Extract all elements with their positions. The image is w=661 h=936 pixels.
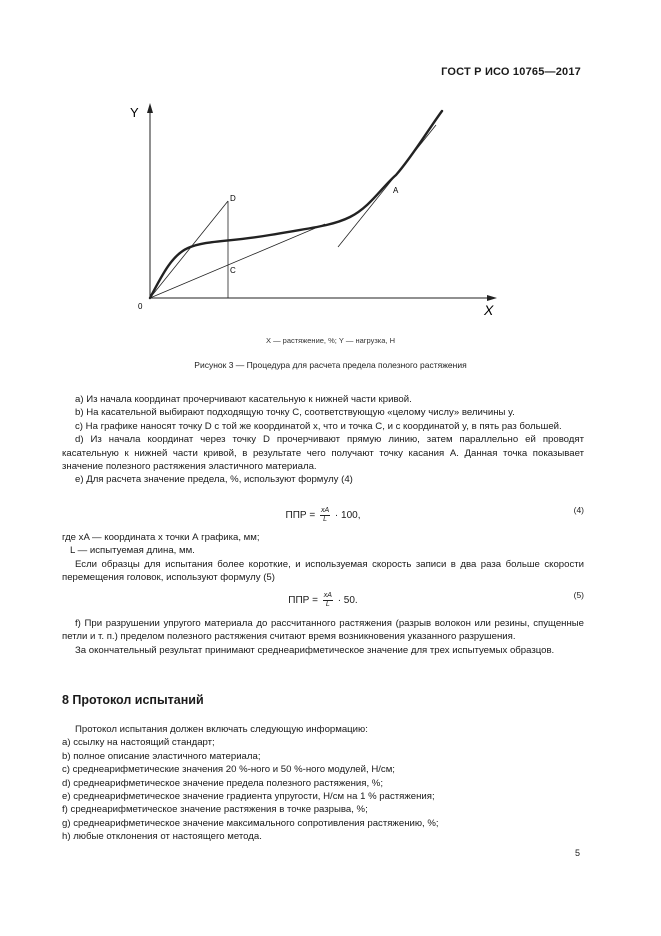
y-axis-label: Y [130,105,139,120]
section-title: 8 Протокол испытаний [62,693,204,707]
tangent-line-oc [150,224,325,298]
closing-paragraphs [62,617,584,657]
protocol-item: h) любые отклонения от настоящего метода. [62,831,262,843]
formula-4-fraction [320,507,330,524]
protocol-list [62,723,584,844]
protocol-item: b) полное описание эластичного материала; [62,750,261,762]
x-axis-label: X [484,302,494,318]
protocol-item: d) среднеарифметическое значение предела полезного растяжения, %; [62,777,383,789]
step-b: b) На касательной выбирают подходящую точку С, соответствующую «целому числу» величины y. [75,407,515,419]
document-header: ГОСТ Р ИСО 10765—2017 [441,66,581,78]
formula-5-rhs: · 50. [337,595,358,607]
line-od [150,201,228,298]
formula-4-denominator: L [323,516,327,523]
x-axis-arrow [487,295,497,301]
final-result-paragraph: За окончательный результат принимают среднеарифметическое значение для трех испытуемых образцов. [75,644,555,656]
tangent-line-a [338,125,436,247]
formula-5-fraction [323,592,333,609]
formula-4-numerator: xA [320,507,330,514]
figure-caption: Рисунок 3 — Процедура для расчета предела полезного растяжения [194,360,467,370]
formula-4 [62,503,584,527]
step-d: d) Из начала координат через точку D прочерчивают прямую линию, затем параллельно ей проводят касательную к нижней части кривой, в результате чего получают точку касания А. Данная точка показывает значение полезного растяжения эластичного материала. [62,434,584,473]
protocol-item: с) среднеарифметические значения 20 %-ного и 50 %-ного модулей, Н/см; [62,764,395,776]
formula-4-body [62,507,584,524]
step-c: с) На графике наносят точку D с той же координатой x, что и точка С, и с координатой y, в пять раз большей. [75,420,562,432]
protocol-item: а) ссылку на настоящий стандарт; [62,737,215,749]
formula-5-numerator: xA [323,592,332,599]
where-line-2: L — испытуемая длина, мм. [70,545,195,557]
formula-4-lhs: ППР = [285,510,316,522]
page-number: 5 [575,848,581,858]
y-axis-arrow [147,103,153,113]
protocol-item: е) среднеарифметическое значение градиента упругости, Н/см на 1 % растяжения; [62,791,435,803]
formula-5-denominator: L [325,601,330,608]
formula-4-number: (4) [573,505,584,515]
protocol-intro: Протокол испытания должен включать следующую информацию: [75,724,368,735]
load-curve [150,111,442,298]
procedure-steps [62,393,584,487]
origin-label: 0 [138,302,143,311]
where-line-1: где xA — координата x точки А графика, мм; [62,532,260,543]
figure-3-graph [120,95,520,330]
where-block [62,531,584,585]
protocol-item: g) среднеарифметическое значение максимального сопротивления растяжению, %; [62,817,439,829]
figure-legend: X — растяжение, %; Y — нагрузка, Н [265,336,395,345]
figure-svg [120,95,520,330]
formula-5 [62,588,584,612]
point-d-label: D [230,194,236,203]
formula-5-number: (5) [573,590,584,600]
step-f: f) При разрушении упругого материала до рассчитанного растяжения (разрыв волокон или резины, спущенные петли и т. п.) пределом полезного растяжения считают время возникновения указанного разрушения. [62,618,584,643]
formula-5-body [62,592,584,609]
point-c-label: C [230,266,236,275]
formula-4-rhs: · 100, [334,510,361,522]
step-e: е) Для расчета значение предела, %, используют формулу (4) [75,474,353,486]
short-samples-paragraph: Если образцы для испытания более короткие, и используемая скорость записи в два раза больше скорости перемещения головок, используют формулу (5) [62,558,584,584]
protocol-item: f) среднеарифметическое значение растяжения в точке разрыва, %; [62,804,368,816]
formula-5-lhs: ППР = [288,595,318,607]
step-a: а) Из начала координат прочерчивают касательную к нижней части кривой. [75,394,412,405]
point-a-label: A [393,186,399,195]
